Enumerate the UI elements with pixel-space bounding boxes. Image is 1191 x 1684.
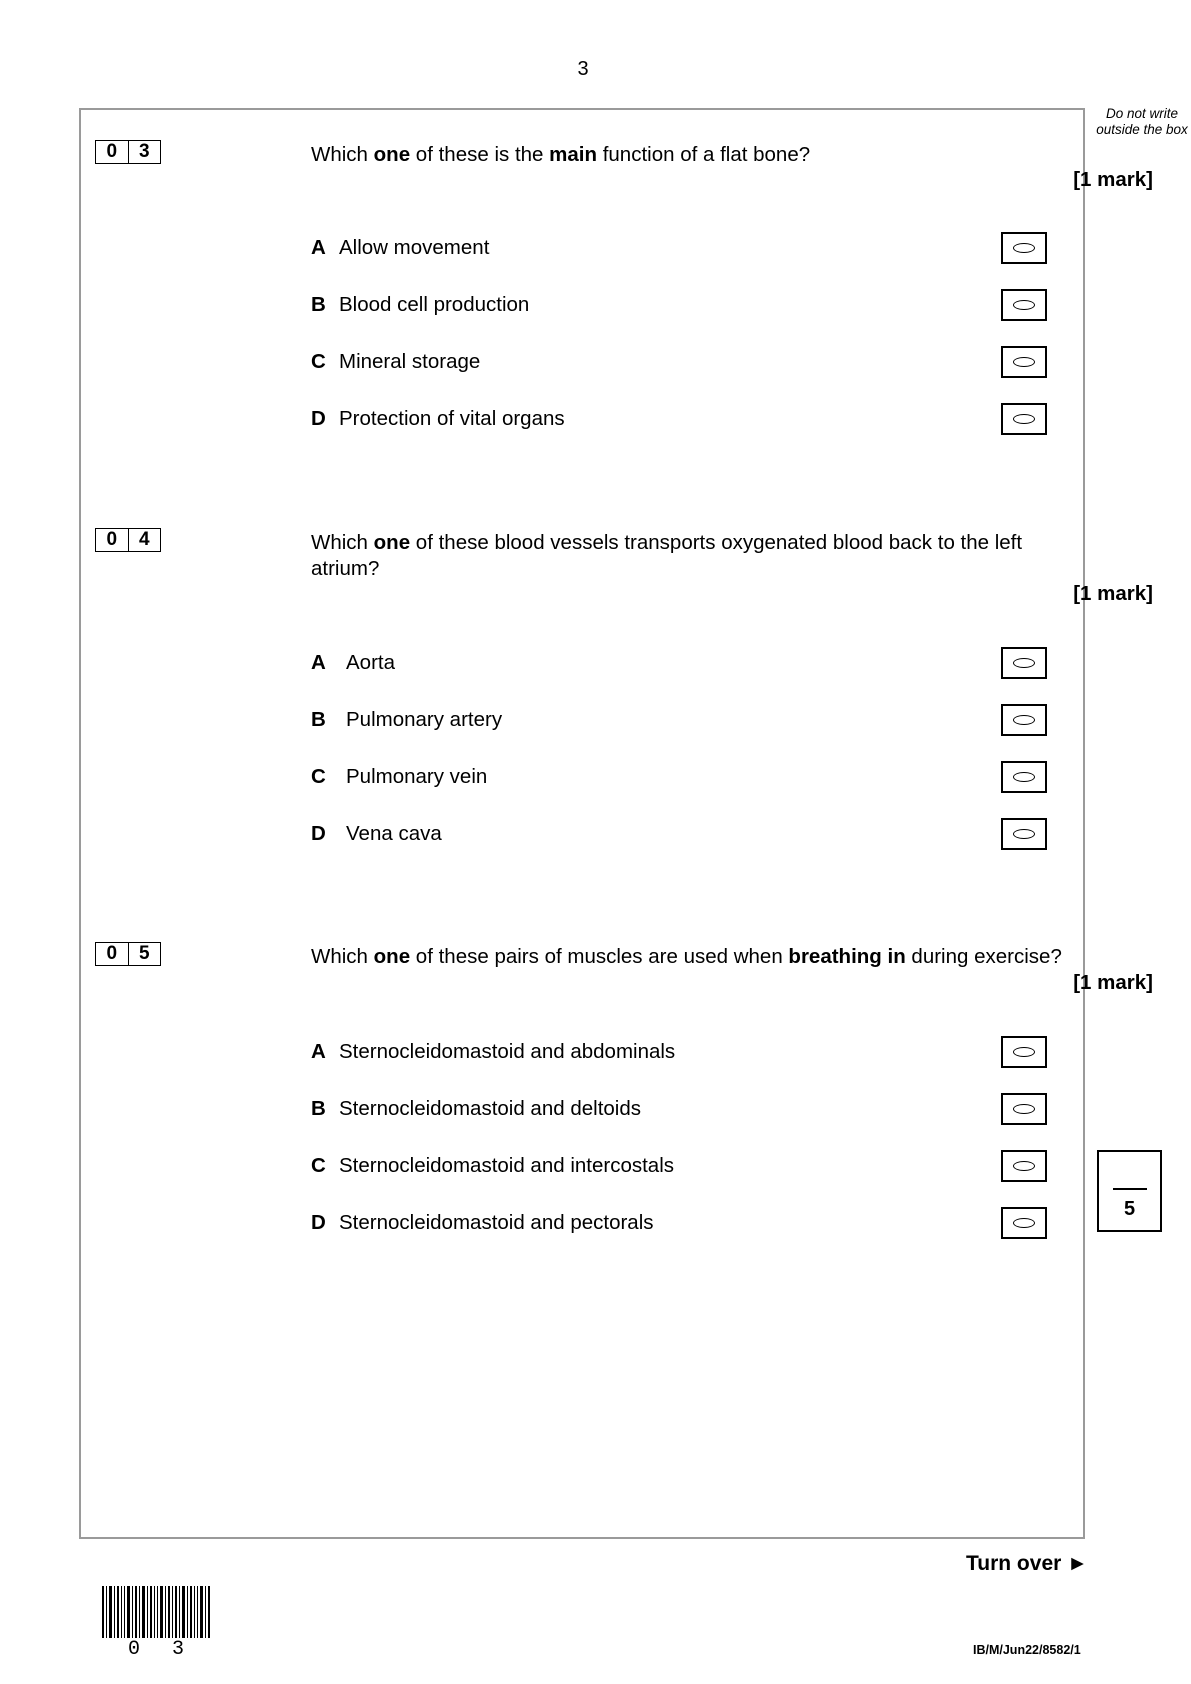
- question-number-box: [95, 942, 161, 966]
- answer-bubble[interactable]: [1001, 289, 1047, 321]
- bubble-oval-icon: [1013, 300, 1035, 310]
- answer-bubble[interactable]: [1001, 1036, 1047, 1068]
- question-number-digit: 4: [128, 529, 161, 551]
- option-text: Sternocleidomastoid and intercostals: [339, 1154, 675, 1177]
- answer-option: [311, 1037, 1051, 1067]
- option-letter: B: [311, 708, 326, 731]
- answer-option: [311, 347, 1051, 377]
- option-letter: D: [311, 1211, 326, 1234]
- answer-option: [311, 404, 1051, 434]
- answer-bubble[interactable]: [1001, 1207, 1047, 1239]
- option-letter: A: [311, 1040, 326, 1063]
- bubble-oval-icon: [1013, 243, 1035, 253]
- answer-bubble[interactable]: [1001, 704, 1047, 736]
- answer-option: [311, 1151, 1051, 1181]
- option-letter: C: [311, 1154, 326, 1177]
- answer-bubble[interactable]: [1001, 403, 1047, 435]
- option-text: Sternocleidomastoid and abdominals: [339, 1040, 676, 1063]
- option-text: Mineral storage: [339, 350, 481, 373]
- page-number: 3: [577, 58, 589, 80]
- score-line: [1113, 1188, 1147, 1190]
- option-text: Vena cava: [346, 822, 442, 845]
- marks-label: [1 mark]: [1073, 582, 1153, 605]
- turn-over-label: Turn over ►: [966, 1552, 1088, 1575]
- option-letter: B: [311, 293, 326, 316]
- barcode-digits: 0 3: [128, 1638, 195, 1661]
- option-letter: C: [311, 350, 326, 373]
- answer-option: [311, 762, 1051, 792]
- option-text: Sternocleidomastoid and deltoids: [339, 1097, 641, 1120]
- option-text: Allow movement: [339, 236, 490, 259]
- option-text: Aorta: [346, 651, 395, 674]
- answer-option: [311, 233, 1051, 263]
- option-letter: B: [311, 1097, 326, 1120]
- marks-label: [1 mark]: [1073, 971, 1153, 994]
- answer-bubble[interactable]: [1001, 1093, 1047, 1125]
- question-number-box: [95, 140, 161, 164]
- question-number-digit: 3: [128, 141, 161, 163]
- option-letter: A: [311, 651, 326, 674]
- answer-option: [311, 1208, 1051, 1238]
- answer-option: [311, 648, 1051, 678]
- option-letter: D: [311, 822, 326, 845]
- question-number-digit: 0: [106, 141, 118, 162]
- bubble-oval-icon: [1013, 772, 1035, 782]
- bubble-oval-icon: [1013, 357, 1035, 367]
- paper-reference: IB/M/Jun22/8582/1: [973, 1643, 1081, 1657]
- page-score-box: [1097, 1150, 1162, 1232]
- question-stem: Which one of these pairs of muscles are used when breathing in during exercise?: [311, 945, 1062, 968]
- question-number-box: [95, 528, 161, 552]
- answer-option: [311, 290, 1051, 320]
- score-total: 5: [1123, 1198, 1136, 1220]
- option-text: Sternocleidomastoid and pectorals: [339, 1211, 654, 1234]
- option-letter: C: [311, 765, 326, 788]
- question-number-digit: 0: [106, 529, 118, 550]
- question-stem: Which one of these is the main function of a flat bone?: [311, 143, 811, 166]
- answer-bubble[interactable]: [1001, 761, 1047, 793]
- answer-option: [311, 819, 1051, 849]
- bubble-oval-icon: [1013, 829, 1035, 839]
- bubble-oval-icon: [1013, 414, 1035, 424]
- option-text: Protection of vital organs: [339, 407, 565, 430]
- answer-bubble[interactable]: [1001, 232, 1047, 264]
- answer-option: [311, 705, 1051, 735]
- question-number-digit: 5: [128, 943, 161, 965]
- answer-option: [311, 1094, 1051, 1124]
- question-stem: Which one of these blood vessels transports oxygenated blood back to the left atrium?: [311, 531, 1023, 580]
- option-letter: A: [311, 236, 326, 259]
- barcode-icon: [102, 1586, 210, 1640]
- answer-bubble[interactable]: [1001, 1150, 1047, 1182]
- bubble-oval-icon: [1013, 715, 1035, 725]
- answer-bubble[interactable]: [1001, 818, 1047, 850]
- margin-note: Do not write outside the box: [1096, 106, 1188, 137]
- bubble-oval-icon: [1013, 1218, 1035, 1228]
- question-number-digit: 0: [106, 943, 118, 964]
- bubble-oval-icon: [1013, 1104, 1035, 1114]
- marks-label: [1 mark]: [1073, 168, 1153, 191]
- bubble-oval-icon: [1013, 1161, 1035, 1171]
- answer-bubble[interactable]: [1001, 346, 1047, 378]
- option-letter: D: [311, 407, 326, 430]
- bubble-oval-icon: [1013, 1047, 1035, 1057]
- option-text: Blood cell production: [339, 293, 530, 316]
- option-text: Pulmonary vein: [346, 765, 488, 788]
- bubble-oval-icon: [1013, 658, 1035, 668]
- option-text: Pulmonary artery: [346, 708, 503, 731]
- answer-bubble[interactable]: [1001, 647, 1047, 679]
